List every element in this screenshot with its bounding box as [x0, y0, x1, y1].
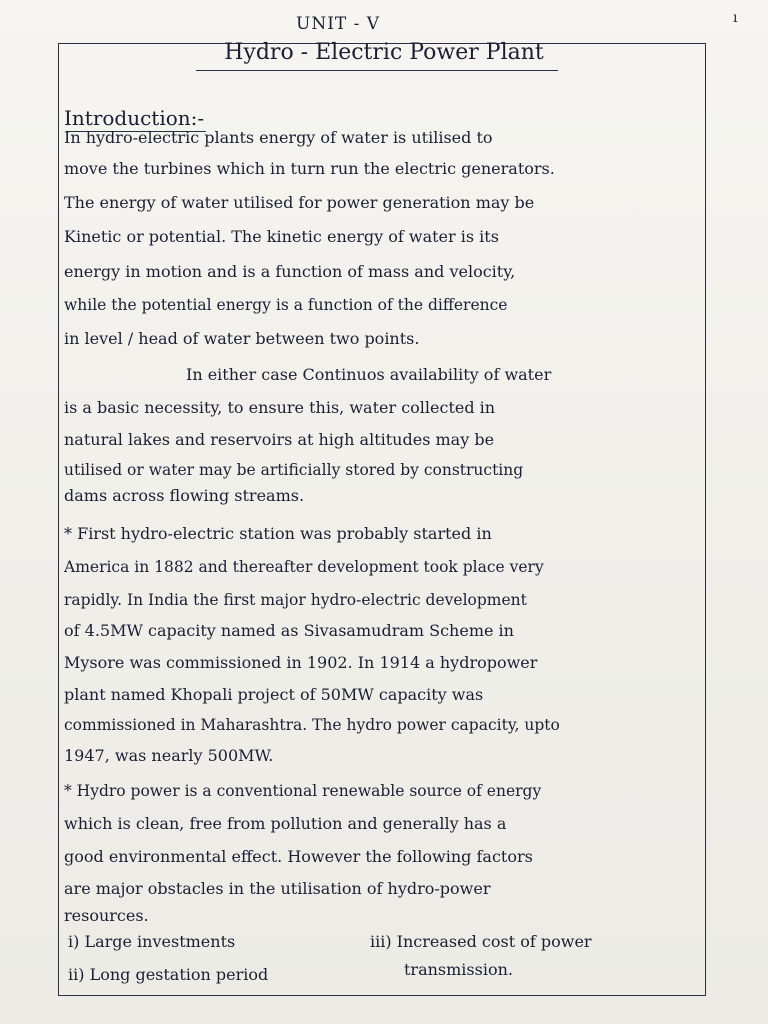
text-line: move the turbines which in turn run the electric generators.	[64, 159, 555, 178]
text-line: which is clean, free from pollution and generally has a	[64, 814, 507, 833]
title-underline	[196, 70, 558, 71]
list-item: iii) Increased cost of power	[370, 932, 592, 951]
text-line: plant named Khopali project of 50MW capacity was	[64, 685, 484, 704]
list-item: i) Large investments	[68, 932, 236, 951]
page-title: Hydro - Electric Power Plant	[224, 40, 544, 65]
text-line: 1947, was nearly 500MW.	[64, 746, 274, 765]
text-line: natural lakes and reservoirs at high altitudes may be	[64, 430, 495, 449]
text-line: America in 1882 and thereafter development took place very	[64, 558, 544, 576]
text-line: good environmental effect. However the following factors	[64, 847, 533, 866]
text-line: Mysore was commissioned in 1902. In 1914 a hydropower	[64, 653, 538, 672]
section-heading: Introduction:-	[64, 106, 205, 130]
unit-label: UNIT - V	[296, 14, 381, 34]
text-line: utilised or water may be artificially stored by constructing	[64, 461, 524, 479]
text-line: rapidly. In India the first major hydro-electric development	[64, 591, 527, 609]
text-line: * First hydro-electric station was probably started in	[64, 524, 492, 543]
text-line: are major obstacles in the utilisation of hydro-power	[64, 879, 491, 898]
text-line: In either case Continuos availability of water	[186, 365, 552, 384]
page-edge-mark: ı	[733, 10, 738, 26]
text-line: is a basic necessity, to ensure this, water collected in	[64, 398, 496, 417]
text-line: dams across flowing streams.	[64, 486, 305, 505]
text-line: resources.	[64, 906, 149, 925]
text-line: In hydro-electric plants energy of water is utilised to	[64, 128, 493, 147]
text-line: in level / head of water between two points.	[64, 329, 420, 348]
text-line: energy in motion and is a function of mass and velocity,	[64, 262, 516, 281]
text-line: while the potential energy is a function of the difference	[64, 296, 508, 314]
text-line: The energy of water utilised for power generation may be	[64, 193, 535, 212]
text-line: Kinetic or potential. The kinetic energy of water is its	[64, 227, 499, 246]
text-line: * Hydro power is a conventional renewable source of energy	[64, 782, 542, 800]
text-line: commissioned in Maharashtra. The hydro power capacity, upto	[64, 716, 560, 734]
list-item: transmission.	[404, 960, 513, 979]
text-line: of 4.5MW capacity named as Sivasamudram Scheme in	[64, 621, 514, 640]
list-item: ii) Long gestation period	[68, 965, 269, 984]
